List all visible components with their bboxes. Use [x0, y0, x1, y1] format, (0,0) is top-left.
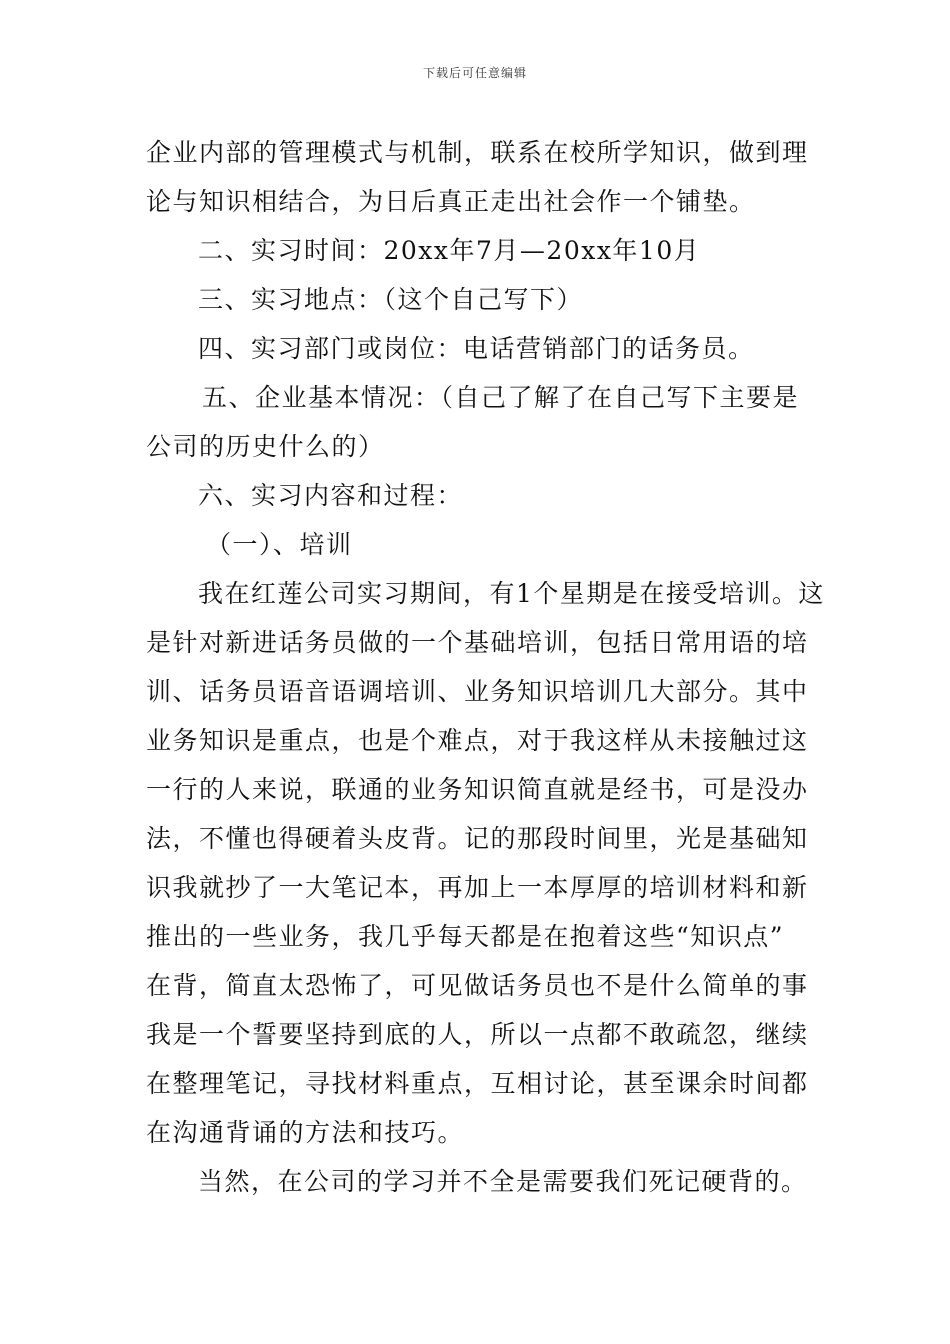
paragraph-line: 训、话务员语音语调培训、业务知识培训几大部分。其中 — [146, 677, 809, 706]
paragraph-line: 在整理笔记，寻找材料重点，互相讨论，甚至课余时间都 — [146, 1069, 809, 1098]
section-heading-content: 六、实习内容和过程： — [198, 481, 464, 510]
subsection-heading-training: （一）、培训 — [206, 530, 353, 559]
section-heading-time: 二、实习时间：20xx年7月—20xx年10月 — [198, 236, 701, 265]
paragraph-line: 我是一个誓要坚持到底的人，所以一点都不敢疏忽，继续 — [146, 1020, 809, 1049]
paragraph-line: 法，不懂也得硬着头皮背。记的那段时间里，光是基础知 — [146, 824, 809, 853]
paragraph-line: 推出的一些业务，我几乎每天都是在抱着这些“知识点” — [146, 922, 785, 951]
paragraph-line: 是针对新进话务员做的一个基础培训，包括日常用语的培 — [146, 628, 809, 657]
paragraph-line: 识我就抄了一大笔记本，再加上一本厚厚的培训材料和新 — [146, 873, 809, 902]
paragraph-line: 公司的历史什么的） — [146, 432, 385, 461]
paragraph-line: 在背，简直太恐怖了，可见做话务员也不是什么简单的事 — [146, 971, 809, 1000]
paragraph-line: 业务知识是重点，也是个难点，对于我这样从未接触过这 — [146, 726, 809, 755]
section-heading-department: 四、实习部门或岗位：电话营销部门的话务员。 — [198, 334, 755, 363]
page-header-note: 下载后可任意编辑 — [422, 66, 527, 80]
document-body — [146, 128, 825, 1206]
paragraph-line: 一行的人来说，联通的业务知识简直就是经书，可是没办 — [146, 775, 809, 804]
paragraph-line: 在沟通背诵的方法和技巧。 — [146, 1118, 465, 1147]
section-heading-location: 三、实习地点：（这个自己写下） — [198, 285, 584, 314]
paragraph-line: 企业内部的管理模式与机制，联系在校所学知识，做到理 — [146, 138, 809, 167]
paragraph-line: 当然，在公司的学习并不全是需要我们死记硬背的。 — [198, 1167, 808, 1196]
paragraph-line: 论与知识相结合，为日后真正走出社会作一个铺垫。 — [146, 187, 756, 216]
section-heading-company: 五、企业基本情况：（自己了解了在自己写下主要是 — [202, 383, 800, 412]
paragraph-line: 我在红莲公司实习期间，有1个星期是在接受培训。这 — [198, 579, 825, 608]
